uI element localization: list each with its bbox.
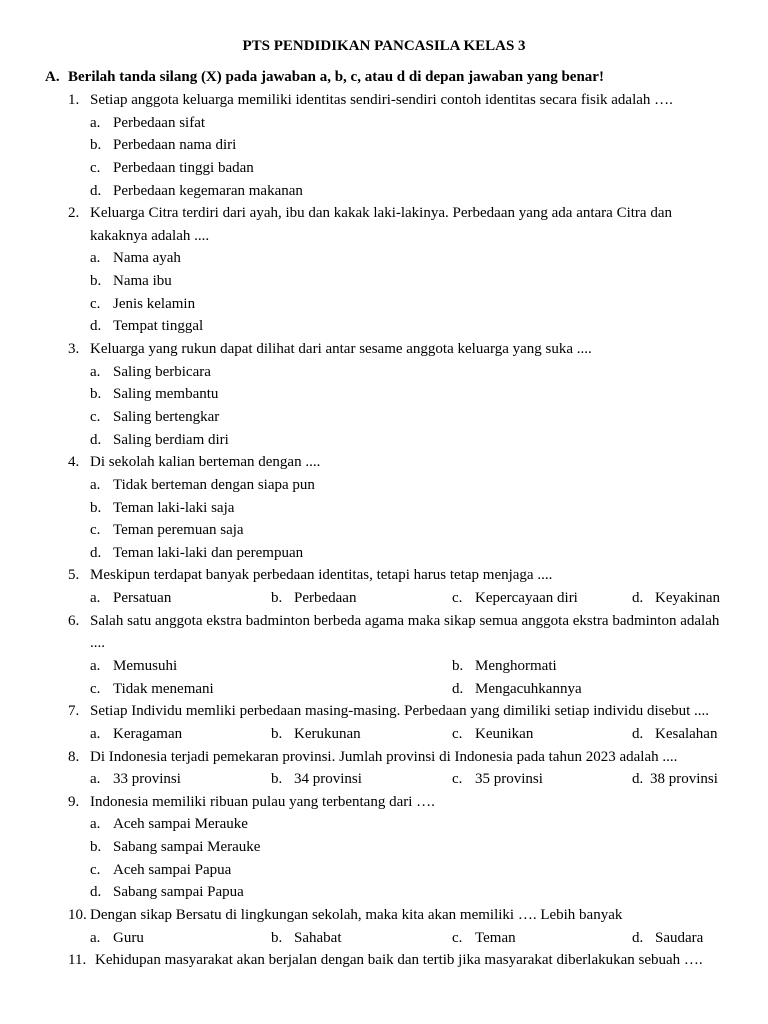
question-line bbox=[0, 904, 768, 927]
question-text: Di Indonesia terjadi pemekaran provinsi. Jumlah provinsi di Indonesia pada tahun 2023 adalah .... bbox=[90, 748, 678, 765]
option-text: Tempat tinggal bbox=[113, 318, 204, 335]
option-text: 35 provinsi bbox=[475, 771, 543, 788]
section-heading bbox=[0, 66, 768, 89]
question-2 bbox=[0, 202, 768, 338]
option-item bbox=[0, 859, 768, 882]
option-letter: b. bbox=[271, 771, 283, 788]
option-letter: c. bbox=[90, 861, 101, 878]
option-item bbox=[271, 723, 452, 746]
option-item bbox=[271, 927, 452, 950]
option-letter: d. bbox=[632, 725, 644, 742]
option-letter: d. bbox=[90, 431, 102, 448]
question-text: Indonesia memiliki ribuan pulau yang terbentang dari …. bbox=[90, 793, 435, 810]
option-item bbox=[452, 587, 632, 610]
option-letter: a. bbox=[90, 363, 101, 380]
option-letter: d. bbox=[632, 771, 644, 788]
option-item bbox=[90, 655, 452, 678]
option-item bbox=[0, 406, 768, 429]
question-line bbox=[0, 746, 768, 769]
option-text: Saling berbicara bbox=[113, 363, 211, 380]
section-label: A. bbox=[45, 69, 60, 86]
option-letter: b. bbox=[90, 137, 102, 154]
option-row bbox=[0, 655, 768, 678]
option-letter: c. bbox=[452, 771, 463, 788]
option-letter: c. bbox=[452, 929, 463, 946]
document-title: PTS PENDIDIKAN PANCASILA KELAS 3 bbox=[242, 38, 526, 54]
option-letter: b. bbox=[90, 499, 102, 516]
option-letter: d. bbox=[90, 884, 102, 901]
option-letter: d. bbox=[90, 318, 102, 335]
option-item bbox=[632, 768, 718, 791]
option-text: Sabang sampai Papua bbox=[113, 884, 244, 901]
question-number: 2. bbox=[68, 205, 80, 222]
option-item bbox=[0, 270, 768, 293]
question-text: .... bbox=[90, 635, 105, 652]
option-letter: d. bbox=[632, 929, 644, 946]
question-line bbox=[0, 202, 768, 225]
option-text: Perbedaan tinggi badan bbox=[113, 159, 254, 176]
option-letter: c. bbox=[452, 590, 463, 607]
option-letter: a. bbox=[90, 250, 101, 267]
option-text: Aceh sampai Papua bbox=[113, 861, 232, 878]
question-number: 4. bbox=[68, 454, 80, 471]
option-item bbox=[0, 519, 768, 542]
option-letter: a. bbox=[90, 658, 101, 674]
option-text: Teman laki-laki dan perempuan bbox=[113, 544, 304, 561]
option-item bbox=[0, 315, 768, 338]
question-text: kakaknya adalah .... bbox=[90, 227, 210, 244]
question-text: Salah satu anggota ekstra badminton berbeda agama maka sikap semua anggota ekstra badminton adalah bbox=[90, 612, 720, 629]
option-text: 33 provinsi bbox=[113, 771, 181, 788]
question-list bbox=[0, 66, 768, 972]
question-line bbox=[0, 451, 768, 474]
option-text: Memusuhi bbox=[113, 658, 178, 674]
question-text: Setiap anggota keluarga memiliki identitas sendiri-sendiri contoh identitas secara fisik adalah …. bbox=[90, 91, 673, 108]
option-letter: b. bbox=[271, 929, 283, 946]
question-number: 6. bbox=[68, 612, 80, 629]
option-text: Sahabat bbox=[294, 929, 342, 946]
option-item bbox=[0, 474, 768, 497]
option-item bbox=[90, 768, 271, 791]
question-8 bbox=[0, 746, 768, 791]
question-number: 1. bbox=[68, 91, 80, 108]
option-text: Saling membantu bbox=[113, 386, 219, 403]
option-letter: d. bbox=[90, 544, 102, 561]
question-10 bbox=[0, 904, 768, 949]
option-text: Mengacuhkannya bbox=[475, 680, 582, 697]
option-text: Tidak menemani bbox=[113, 680, 214, 697]
option-letter: a. bbox=[90, 725, 101, 742]
option-letter: b. bbox=[452, 658, 464, 674]
option-item bbox=[0, 134, 768, 157]
option-letter: c. bbox=[452, 725, 463, 742]
option-item bbox=[632, 723, 717, 746]
option-item bbox=[452, 678, 582, 701]
question-number: 8. bbox=[68, 748, 80, 765]
option-letter: b. bbox=[271, 725, 283, 742]
option-text: Saudara bbox=[655, 929, 704, 946]
option-text: Perbedaan nama diri bbox=[113, 137, 237, 154]
question-number: 9. bbox=[68, 793, 80, 810]
question-text-continued bbox=[0, 225, 768, 248]
option-letter: c. bbox=[90, 680, 101, 697]
option-row bbox=[0, 587, 768, 610]
option-item bbox=[0, 497, 768, 520]
section-instruction: Berilah tanda silang (X) pada jawaban a, b, c, atau d di depan jawaban yang benar! bbox=[68, 69, 604, 86]
option-item bbox=[90, 678, 452, 701]
question-line bbox=[0, 564, 768, 587]
option-text: Keyakinan bbox=[655, 590, 720, 607]
option-item bbox=[0, 429, 768, 452]
option-letter: a. bbox=[90, 590, 101, 607]
option-text: Teman peremuan saja bbox=[113, 522, 244, 539]
option-row bbox=[0, 927, 768, 950]
question-9 bbox=[0, 791, 768, 904]
option-row bbox=[0, 723, 768, 746]
option-letter: b. bbox=[90, 273, 102, 290]
question-text: Kehidupan masyarakat akan berjalan dengan baik dan tertib jika masyarakat diberlakukan sebuah …. bbox=[95, 952, 703, 969]
option-item bbox=[632, 927, 703, 950]
option-text: Aceh sampai Merauke bbox=[113, 816, 248, 833]
question-number: 7. bbox=[68, 703, 80, 720]
option-text: Perbedaan kegemaran makanan bbox=[113, 182, 303, 199]
option-letter: d. bbox=[632, 590, 644, 607]
option-letter: a. bbox=[90, 114, 101, 131]
option-item bbox=[452, 655, 557, 678]
option-text: Teman bbox=[475, 929, 516, 946]
option-text: Keragaman bbox=[113, 725, 183, 742]
question-line bbox=[0, 610, 768, 633]
option-item bbox=[0, 157, 768, 180]
option-letter: d. bbox=[90, 182, 102, 199]
option-letter: a. bbox=[90, 476, 101, 493]
question-text: Meskipun terdapat banyak perbedaan identitas, tetapi harus tetap menjaga .... bbox=[90, 567, 553, 584]
question-text: Dengan sikap Bersatu di lingkungan sekolah, maka kita akan memiliki …. Lebih banyak bbox=[90, 907, 623, 924]
option-text: Saling berdiam diri bbox=[113, 431, 229, 448]
option-item bbox=[0, 836, 768, 859]
option-text: Nama ibu bbox=[113, 273, 172, 290]
question-line bbox=[0, 949, 768, 972]
option-item bbox=[0, 180, 768, 203]
question-3 bbox=[0, 338, 768, 451]
option-item bbox=[90, 927, 271, 950]
question-line bbox=[0, 338, 768, 361]
question-7 bbox=[0, 700, 768, 745]
question-line bbox=[0, 89, 768, 112]
question-number: 3. bbox=[68, 341, 80, 358]
question-number: 5. bbox=[68, 567, 80, 584]
option-text: Teman laki-laki saja bbox=[113, 499, 235, 516]
question-text-continued bbox=[0, 632, 768, 655]
option-item bbox=[452, 927, 632, 950]
option-item bbox=[271, 768, 452, 791]
option-letter: b. bbox=[271, 590, 283, 607]
option-item bbox=[0, 881, 768, 904]
option-text: 34 provinsi bbox=[294, 771, 362, 788]
question-line bbox=[0, 700, 768, 723]
option-item bbox=[632, 587, 720, 610]
option-letter: a. bbox=[90, 771, 101, 788]
option-item bbox=[0, 247, 768, 270]
question-text: Keluarga yang rukun dapat dilihat dari antar sesame anggota keluarga yang suka .... bbox=[90, 341, 592, 358]
question-1 bbox=[0, 89, 768, 202]
option-item bbox=[90, 723, 271, 746]
question-text: Setiap Individu memliki perbedaan masing-masing. Perbedaan yang dimiliki setiap individu disebut .... bbox=[90, 703, 710, 720]
option-text: Nama ayah bbox=[113, 250, 181, 267]
option-letter: b. bbox=[90, 839, 102, 856]
option-item bbox=[0, 383, 768, 406]
question-text: Keluarga Citra terdiri dari ayah, ibu dan kakak laki-lakinya. Perbedaan yang ada antara Citra dan bbox=[90, 205, 672, 222]
option-text: Jenis kelamin bbox=[113, 295, 196, 312]
option-item bbox=[90, 587, 271, 610]
option-letter: c. bbox=[90, 159, 101, 176]
option-item bbox=[0, 112, 768, 135]
option-letter: a. bbox=[90, 816, 101, 833]
question-11 bbox=[0, 949, 768, 972]
option-letter: c. bbox=[90, 295, 101, 312]
option-letter: a. bbox=[90, 929, 101, 946]
option-item bbox=[452, 723, 632, 746]
option-text: Kesalahan bbox=[655, 725, 718, 742]
option-text: Guru bbox=[113, 929, 144, 946]
option-item bbox=[0, 542, 768, 565]
option-text: Sabang sampai Merauke bbox=[113, 839, 261, 856]
option-item bbox=[0, 361, 768, 384]
option-letter: b. bbox=[90, 386, 102, 403]
option-text: Perbedaan bbox=[294, 590, 357, 607]
option-item bbox=[271, 587, 452, 610]
option-row bbox=[0, 678, 768, 701]
option-text: Tidak berteman dengan siapa pun bbox=[113, 476, 315, 493]
question-4 bbox=[0, 451, 768, 564]
option-letter: d. bbox=[452, 680, 464, 697]
option-row bbox=[0, 768, 768, 791]
question-6 bbox=[0, 610, 768, 701]
option-text: Perbedaan sifat bbox=[113, 114, 206, 131]
option-text: Kerukunan bbox=[294, 725, 361, 742]
option-text: Kepercayaan diri bbox=[475, 590, 578, 607]
option-text: Keunikan bbox=[475, 725, 534, 742]
question-line bbox=[0, 791, 768, 814]
option-text: 38 provinsi bbox=[650, 771, 718, 788]
question-text: Di sekolah kalian berteman dengan .... bbox=[90, 454, 321, 471]
option-item bbox=[0, 293, 768, 316]
question-5 bbox=[0, 564, 768, 609]
option-text: Saling bertengkar bbox=[113, 408, 220, 425]
option-text: Persatuan bbox=[113, 590, 172, 607]
option-item bbox=[0, 813, 768, 836]
option-letter: c. bbox=[90, 408, 101, 425]
option-text: Menghormati bbox=[475, 658, 557, 674]
question-number: 10. bbox=[68, 907, 87, 924]
option-item bbox=[452, 768, 632, 791]
option-letter: c. bbox=[90, 522, 101, 539]
question-number: 11. bbox=[68, 952, 87, 969]
